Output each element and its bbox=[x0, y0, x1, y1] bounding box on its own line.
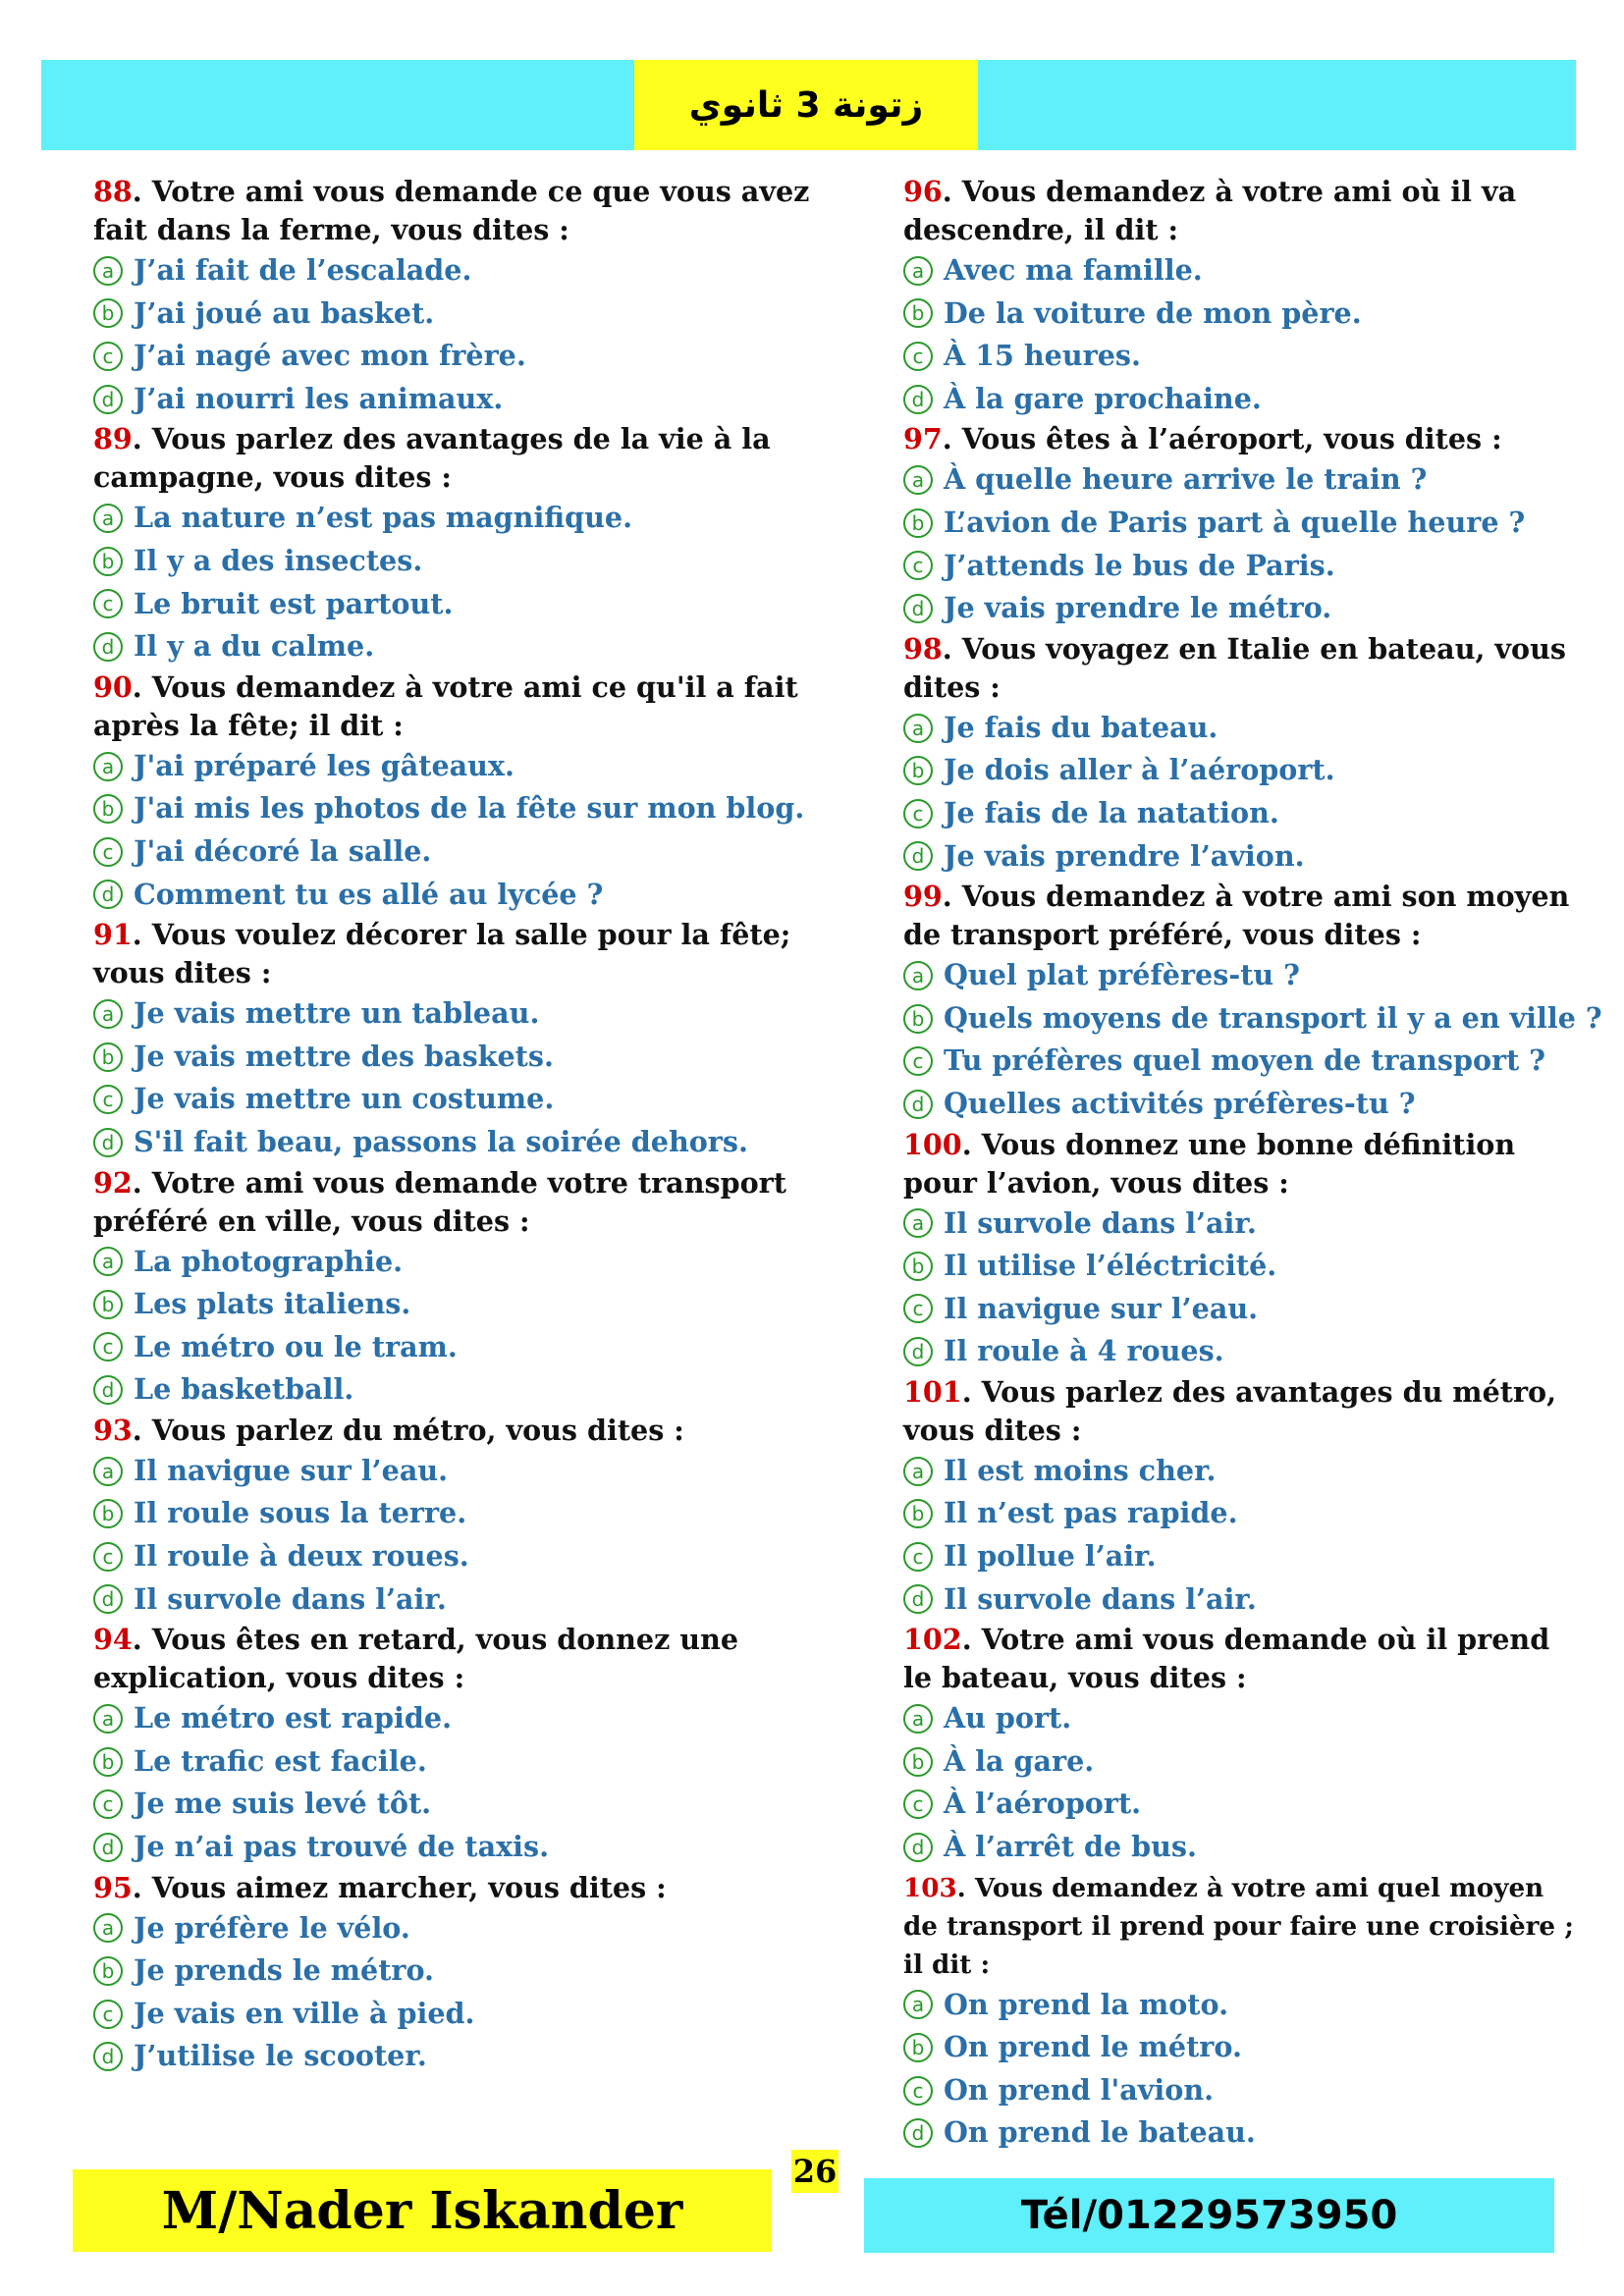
question-prompt: . Vous parlez des avantages du métro, vous dites : bbox=[903, 1374, 1557, 1447]
option-text: Il y a du calme. bbox=[134, 629, 375, 664]
question-text bbox=[903, 878, 1581, 954]
option-letter-circle: b bbox=[93, 298, 123, 328]
option-text: Il navigue sur l’eau. bbox=[134, 1453, 449, 1487]
option-letter-circle: a bbox=[93, 504, 123, 533]
answer-option bbox=[903, 1984, 1581, 2027]
question-prompt: . Votre ami vous demande ce que vous avez fait dans la ferme, vous dites : bbox=[93, 175, 810, 246]
answer-option bbox=[903, 2111, 1581, 2155]
option-letter-circle: c bbox=[903, 1046, 933, 1076]
answer-option bbox=[903, 1578, 1581, 1622]
answer-option bbox=[93, 1283, 859, 1326]
option-text: Je vais mettre des baskets. bbox=[134, 1039, 554, 1073]
option-letter-circle: c bbox=[93, 1542, 123, 1572]
answer-option bbox=[93, 378, 859, 421]
option-text: Il utilise l’éléctricité. bbox=[944, 1249, 1277, 1283]
option-letter-circle: d bbox=[903, 841, 933, 871]
option-text: L’avion de Paris part à quelle heure ? bbox=[944, 505, 1526, 539]
option-letter-circle: a bbox=[903, 256, 933, 286]
answer-option bbox=[903, 1083, 1581, 1126]
option-text: Il navigue sur l’eau. bbox=[944, 1291, 1259, 1325]
option-text: Il survole dans l’air. bbox=[134, 1581, 447, 1616]
question-number: 97 bbox=[903, 422, 943, 456]
option-letter-circle: d bbox=[903, 594, 933, 623]
option-text: La nature n’est pas magnifique. bbox=[134, 501, 633, 535]
option-text: J'ai mis les photos de la fête sur mon blog. bbox=[134, 791, 805, 826]
answer-option bbox=[903, 378, 1581, 421]
option-letter-circle: c bbox=[93, 1332, 123, 1362]
answer-option bbox=[903, 1783, 1581, 1826]
option-letter-circle: b bbox=[93, 1290, 123, 1319]
option-letter-circle: c bbox=[93, 342, 123, 371]
question-text bbox=[903, 1126, 1581, 1202]
question-block bbox=[903, 878, 1602, 1125]
answer-option bbox=[903, 954, 1581, 997]
answer-option bbox=[903, 2026, 1581, 2069]
answer-option bbox=[903, 1245, 1581, 1288]
answer-option bbox=[903, 1040, 1581, 1083]
answer-option bbox=[93, 1241, 859, 1284]
option-text: Je vais mettre un tableau. bbox=[134, 996, 540, 1031]
question-prompt: . Vous êtes à l’aéroport, vous dites : bbox=[942, 422, 1502, 456]
option-text: Il survole dans l’air. bbox=[944, 1205, 1257, 1240]
question-number: 99 bbox=[903, 880, 943, 914]
question-text bbox=[93, 173, 859, 249]
question-number: 93 bbox=[93, 1413, 133, 1447]
option-letter-circle: a bbox=[93, 1913, 123, 1943]
question-block bbox=[903, 420, 1581, 629]
option-letter-circle: a bbox=[93, 752, 123, 781]
question-text bbox=[903, 1621, 1581, 1697]
option-text: Il roule à 4 roues. bbox=[944, 1334, 1224, 1368]
answer-option bbox=[903, 293, 1581, 336]
option-text: J'ai décoré la salle. bbox=[134, 833, 432, 868]
option-letter-circle: d bbox=[93, 1375, 123, 1405]
question-block bbox=[903, 1373, 1581, 1621]
question-prompt: . Vous parlez du métro, vous dites : bbox=[132, 1413, 684, 1447]
option-letter-circle: d bbox=[903, 1090, 933, 1119]
question-block bbox=[903, 1621, 1581, 1868]
answer-option bbox=[93, 1121, 859, 1164]
option-letter-circle: d bbox=[93, 880, 123, 909]
answer-option bbox=[93, 1326, 859, 1369]
option-letter-circle: d bbox=[93, 2042, 123, 2071]
option-letter-circle: d bbox=[903, 2118, 933, 2148]
answer-option bbox=[903, 1288, 1581, 1331]
question-text bbox=[93, 1412, 859, 1450]
option-letter-circle: c bbox=[93, 837, 123, 867]
option-text: Je n’ai pas trouvé de taxis. bbox=[134, 1830, 550, 1864]
option-text: J’ai nourri les animaux. bbox=[134, 381, 504, 415]
page-number: 26 bbox=[791, 2150, 839, 2193]
option-text: Quel plat préfères-tu ? bbox=[944, 958, 1300, 992]
option-letter-circle: b bbox=[93, 1042, 123, 1072]
question-prompt: . Vous voulez décorer la salle pour la fête; vous dites : bbox=[93, 918, 791, 990]
answer-option bbox=[93, 1907, 859, 1950]
option-letter-circle: a bbox=[93, 999, 123, 1029]
question-block bbox=[903, 173, 1581, 420]
question-prompt: . Vous donnez une bonne définition pour l’avion, vous dites : bbox=[903, 1127, 1516, 1200]
option-text: J’ai fait de l’escalade. bbox=[134, 253, 472, 287]
option-text: Je fais de la natation. bbox=[944, 795, 1279, 829]
option-letter-circle: b bbox=[903, 298, 933, 328]
option-text: Je vais en ville à pied. bbox=[134, 1996, 475, 2030]
option-text: Il roule à deux roues. bbox=[134, 1539, 469, 1574]
option-text: Je me suis levé tôt. bbox=[134, 1787, 432, 1821]
answer-option bbox=[93, 1450, 859, 1493]
answer-option bbox=[93, 1783, 859, 1826]
option-letter-circle: a bbox=[903, 1457, 933, 1486]
option-text: De la voiture de mon père. bbox=[944, 295, 1362, 330]
option-text: On prend le métro. bbox=[944, 2030, 1242, 2064]
question-block bbox=[93, 1164, 859, 1412]
question-block bbox=[93, 1869, 859, 2078]
question-text bbox=[903, 1869, 1581, 1984]
answer-option bbox=[903, 997, 1602, 1041]
option-text: J'ai préparé les gâteaux. bbox=[134, 748, 514, 782]
question-text bbox=[93, 1621, 859, 1697]
answer-option bbox=[903, 458, 1581, 502]
option-letter-circle: a bbox=[903, 714, 933, 743]
question-block bbox=[93, 668, 859, 916]
option-text: À l’arrêt de bus. bbox=[944, 1830, 1197, 1864]
answer-option bbox=[93, 1036, 859, 1079]
question-prompt: . Vous parlez des avantages de la vie à la campagne, vous dites : bbox=[93, 422, 771, 495]
question-number: 101 bbox=[903, 1374, 962, 1409]
answer-option bbox=[93, 249, 859, 293]
option-letter-circle: b bbox=[903, 1499, 933, 1528]
answer-option bbox=[903, 835, 1581, 879]
answer-option bbox=[903, 335, 1581, 378]
answer-option bbox=[93, 1740, 859, 1784]
answer-option bbox=[903, 1697, 1581, 1740]
option-letter-circle: d bbox=[903, 1833, 933, 1862]
question-block bbox=[93, 173, 859, 420]
question-number: 94 bbox=[93, 1623, 133, 1657]
option-letter-circle: b bbox=[93, 1747, 123, 1777]
option-letter-circle: d bbox=[93, 385, 123, 414]
option-letter-circle: b bbox=[903, 508, 933, 538]
option-letter-circle: d bbox=[93, 632, 123, 662]
answer-option bbox=[93, 1697, 859, 1740]
answer-option bbox=[93, 830, 859, 874]
question-block bbox=[93, 1621, 859, 1868]
option-text: Avec ma famille. bbox=[944, 253, 1203, 287]
option-letter-circle: a bbox=[903, 1990, 933, 2019]
option-text: Quels moyens de transport il y a en ville ? bbox=[944, 1000, 1602, 1035]
option-text: À la gare prochaine. bbox=[944, 381, 1262, 415]
option-text: J’utilise le scooter. bbox=[134, 2039, 427, 2073]
answer-option bbox=[903, 1535, 1581, 1578]
option-text: Il est moins cher. bbox=[944, 1453, 1217, 1487]
answer-option bbox=[903, 545, 1581, 588]
option-text: Les plats italiens. bbox=[134, 1287, 411, 1321]
option-text: À la gare. bbox=[944, 1743, 1095, 1778]
answer-option bbox=[93, 1949, 859, 1993]
answer-option bbox=[93, 1368, 859, 1412]
option-text: S'il fait beau, passons la soirée dehors. bbox=[134, 1124, 748, 1158]
answer-option bbox=[93, 992, 859, 1036]
option-letter-circle: c bbox=[903, 342, 933, 371]
author-name: M/Nader Iskander bbox=[73, 2169, 772, 2252]
option-text: On prend l'avion. bbox=[944, 2072, 1215, 2107]
option-text: Il n’est pas rapide. bbox=[944, 1496, 1238, 1530]
option-letter-circle: b bbox=[93, 1956, 123, 1986]
question-text bbox=[93, 420, 859, 497]
answer-option bbox=[93, 293, 859, 336]
option-text: J’ai joué au basket. bbox=[134, 295, 435, 330]
question-block bbox=[903, 1126, 1581, 1373]
option-text: Je fais du bateau. bbox=[944, 710, 1218, 744]
option-letter-circle: a bbox=[93, 1457, 123, 1486]
option-letter-circle: c bbox=[903, 1789, 933, 1819]
option-text: Le bruit est partout. bbox=[134, 586, 454, 620]
question-text bbox=[93, 1869, 859, 1907]
answer-option bbox=[903, 749, 1581, 792]
option-text: Je dois aller à l’aéroport. bbox=[944, 753, 1335, 787]
question-number: 98 bbox=[903, 631, 943, 666]
option-text: On prend la moto. bbox=[944, 1987, 1229, 2021]
option-letter-circle: c bbox=[903, 551, 933, 580]
answer-option bbox=[93, 625, 859, 668]
answer-option bbox=[93, 540, 859, 583]
option-text: Tu préfères quel moyen de transport ? bbox=[944, 1043, 1545, 1078]
option-text: À quelle heure arrive le train ? bbox=[944, 462, 1428, 497]
option-letter-circle: a bbox=[903, 1208, 933, 1238]
option-letter-circle: b bbox=[93, 547, 123, 576]
option-text: Je vais mettre un costume. bbox=[134, 1082, 555, 1116]
answer-option bbox=[903, 792, 1581, 835]
option-letter-circle: d bbox=[93, 1833, 123, 1862]
answer-option bbox=[93, 1078, 859, 1121]
option-letter-circle: d bbox=[903, 1584, 933, 1614]
option-letter-circle: d bbox=[903, 1337, 933, 1366]
question-number: 91 bbox=[93, 918, 133, 952]
answer-option bbox=[93, 1826, 859, 1869]
option-text: Il pollue l’air. bbox=[944, 1539, 1157, 1574]
option-letter-circle: a bbox=[93, 1247, 123, 1276]
answer-option bbox=[93, 2035, 859, 2078]
question-block bbox=[93, 916, 859, 1163]
option-letter-circle: b bbox=[903, 756, 933, 785]
answer-option bbox=[93, 745, 859, 788]
question-text bbox=[93, 668, 859, 745]
question-text bbox=[903, 1373, 1581, 1450]
option-letter-circle: a bbox=[903, 465, 933, 495]
answer-option bbox=[903, 249, 1581, 293]
answer-option bbox=[903, 707, 1581, 750]
question-prompt: . Vous demandez à votre ami quel moyen de transport il prend pour faire une croisière ; il dit : bbox=[903, 1872, 1574, 1980]
option-text: Quelles activités préfères-tu ? bbox=[944, 1086, 1416, 1120]
question-text bbox=[93, 916, 859, 992]
question-number: 96 bbox=[903, 175, 943, 208]
question-prompt: . Vous aimez marcher, vous dites : bbox=[132, 1870, 667, 1904]
option-text: Le trafic est facile. bbox=[134, 1743, 427, 1778]
answer-option bbox=[93, 1535, 859, 1578]
phone-number: Tél/01229573950 bbox=[864, 2178, 1554, 2253]
option-text: Le métro est rapide. bbox=[134, 1701, 453, 1735]
answer-option bbox=[903, 1492, 1581, 1535]
answer-option bbox=[903, 2069, 1581, 2112]
option-text: Il y a des insectes. bbox=[134, 543, 423, 577]
question-block bbox=[903, 1869, 1581, 2155]
answer-option bbox=[903, 1450, 1581, 1493]
answer-option bbox=[93, 787, 859, 830]
question-number: 92 bbox=[93, 1165, 133, 1200]
right-column bbox=[903, 173, 1602, 2155]
answer-option bbox=[93, 497, 859, 540]
question-block bbox=[93, 1412, 859, 1621]
answer-option bbox=[93, 583, 859, 626]
answer-option bbox=[903, 587, 1581, 630]
answer-option bbox=[93, 1578, 859, 1622]
question-number: 102 bbox=[903, 1623, 962, 1657]
question-prompt: . Votre ami vous demande votre transport préféré en ville, vous dites : bbox=[93, 1165, 786, 1238]
option-letter-circle: c bbox=[93, 2000, 123, 2029]
option-text: Le basketball. bbox=[134, 1372, 354, 1407]
option-text: Il roule sous la terre. bbox=[134, 1496, 467, 1530]
option-text: Je vais prendre l’avion. bbox=[944, 838, 1305, 873]
option-letter-circle: a bbox=[903, 1704, 933, 1734]
option-text: Je prends le métro. bbox=[134, 1953, 435, 1988]
answer-option bbox=[903, 1826, 1581, 1869]
question-number: 103 bbox=[903, 1872, 957, 1903]
option-letter-circle: b bbox=[903, 2033, 933, 2062]
option-text: J’ai nagé avec mon frère. bbox=[134, 339, 526, 373]
option-letter-circle: c bbox=[903, 2076, 933, 2106]
option-letter-circle: c bbox=[903, 799, 933, 828]
option-text: Je vais prendre le métro. bbox=[944, 591, 1332, 625]
option-text: À 15 heures. bbox=[944, 339, 1141, 373]
question-number: 100 bbox=[903, 1127, 962, 1161]
option-text: On prend le bateau. bbox=[944, 2115, 1256, 2150]
option-letter-circle: c bbox=[93, 1789, 123, 1819]
question-prompt: . Vous demandez à votre ami son moyen de transport préféré, vous dites : bbox=[903, 880, 1570, 952]
option-letter-circle: a bbox=[903, 961, 933, 990]
answer-option bbox=[93, 1993, 859, 2036]
question-prompt: . Vous demandez à votre ami où il va descendre, il dit : bbox=[903, 175, 1517, 246]
answer-option bbox=[903, 502, 1581, 545]
answer-option bbox=[903, 1740, 1581, 1784]
question-number: 89 bbox=[93, 422, 133, 456]
option-letter-circle: a bbox=[93, 256, 123, 286]
question-text bbox=[903, 420, 1581, 458]
option-letter-circle: b bbox=[93, 1499, 123, 1528]
question-block bbox=[93, 420, 859, 667]
question-number: 88 bbox=[93, 175, 133, 208]
option-letter-circle: d bbox=[903, 385, 933, 414]
question-prompt: . Votre ami vous demande où il prend le bateau, vous dites : bbox=[903, 1623, 1550, 1695]
option-text: Au port. bbox=[944, 1701, 1072, 1735]
option-letter-circle: b bbox=[903, 1747, 933, 1777]
answer-option bbox=[903, 1202, 1581, 1246]
left-column bbox=[93, 173, 859, 2078]
question-prompt: . Vous voyagez en Italie en bateau, vous dites : bbox=[903, 631, 1566, 704]
option-letter-circle: b bbox=[903, 1004, 933, 1034]
question-prompt: . Vous êtes en retard, vous donnez une explication, vous dites : bbox=[93, 1623, 739, 1695]
option-letter-circle: c bbox=[903, 1294, 933, 1323]
question-prompt: . Vous demandez à votre ami ce qu'il a fait après la fête; il dit : bbox=[93, 669, 798, 742]
question-number: 95 bbox=[93, 1870, 133, 1904]
question-text bbox=[903, 173, 1581, 249]
option-text: Il survole dans l’air. bbox=[944, 1581, 1257, 1616]
answer-option bbox=[903, 1330, 1581, 1373]
option-letter-circle: d bbox=[93, 1584, 123, 1614]
answer-option bbox=[93, 874, 859, 917]
question-block bbox=[903, 630, 1581, 878]
page-title: زتونة 3 ثانوي bbox=[634, 60, 978, 150]
option-text: Le métro ou le tram. bbox=[134, 1329, 458, 1363]
option-text: J’attends le bus de Paris. bbox=[944, 548, 1335, 582]
option-letter-circle: b bbox=[93, 794, 123, 824]
answer-option bbox=[93, 1492, 859, 1535]
option-letter-circle: c bbox=[93, 1085, 123, 1114]
option-letter-circle: c bbox=[903, 1542, 933, 1572]
option-letter-circle: b bbox=[903, 1252, 933, 1281]
question-text bbox=[93, 1164, 859, 1241]
option-text: Je préfère le vélo. bbox=[134, 1910, 410, 1945]
option-letter-circle: c bbox=[93, 589, 123, 618]
question-text bbox=[903, 630, 1581, 707]
option-text: La photographie. bbox=[134, 1244, 404, 1278]
question-number: 90 bbox=[93, 669, 133, 704]
option-text: Comment tu es allé au lycée ? bbox=[134, 877, 604, 911]
answer-option bbox=[93, 335, 859, 378]
option-letter-circle: a bbox=[93, 1704, 123, 1734]
option-letter-circle: d bbox=[93, 1128, 123, 1157]
option-text: À l’aéroport. bbox=[944, 1787, 1142, 1821]
